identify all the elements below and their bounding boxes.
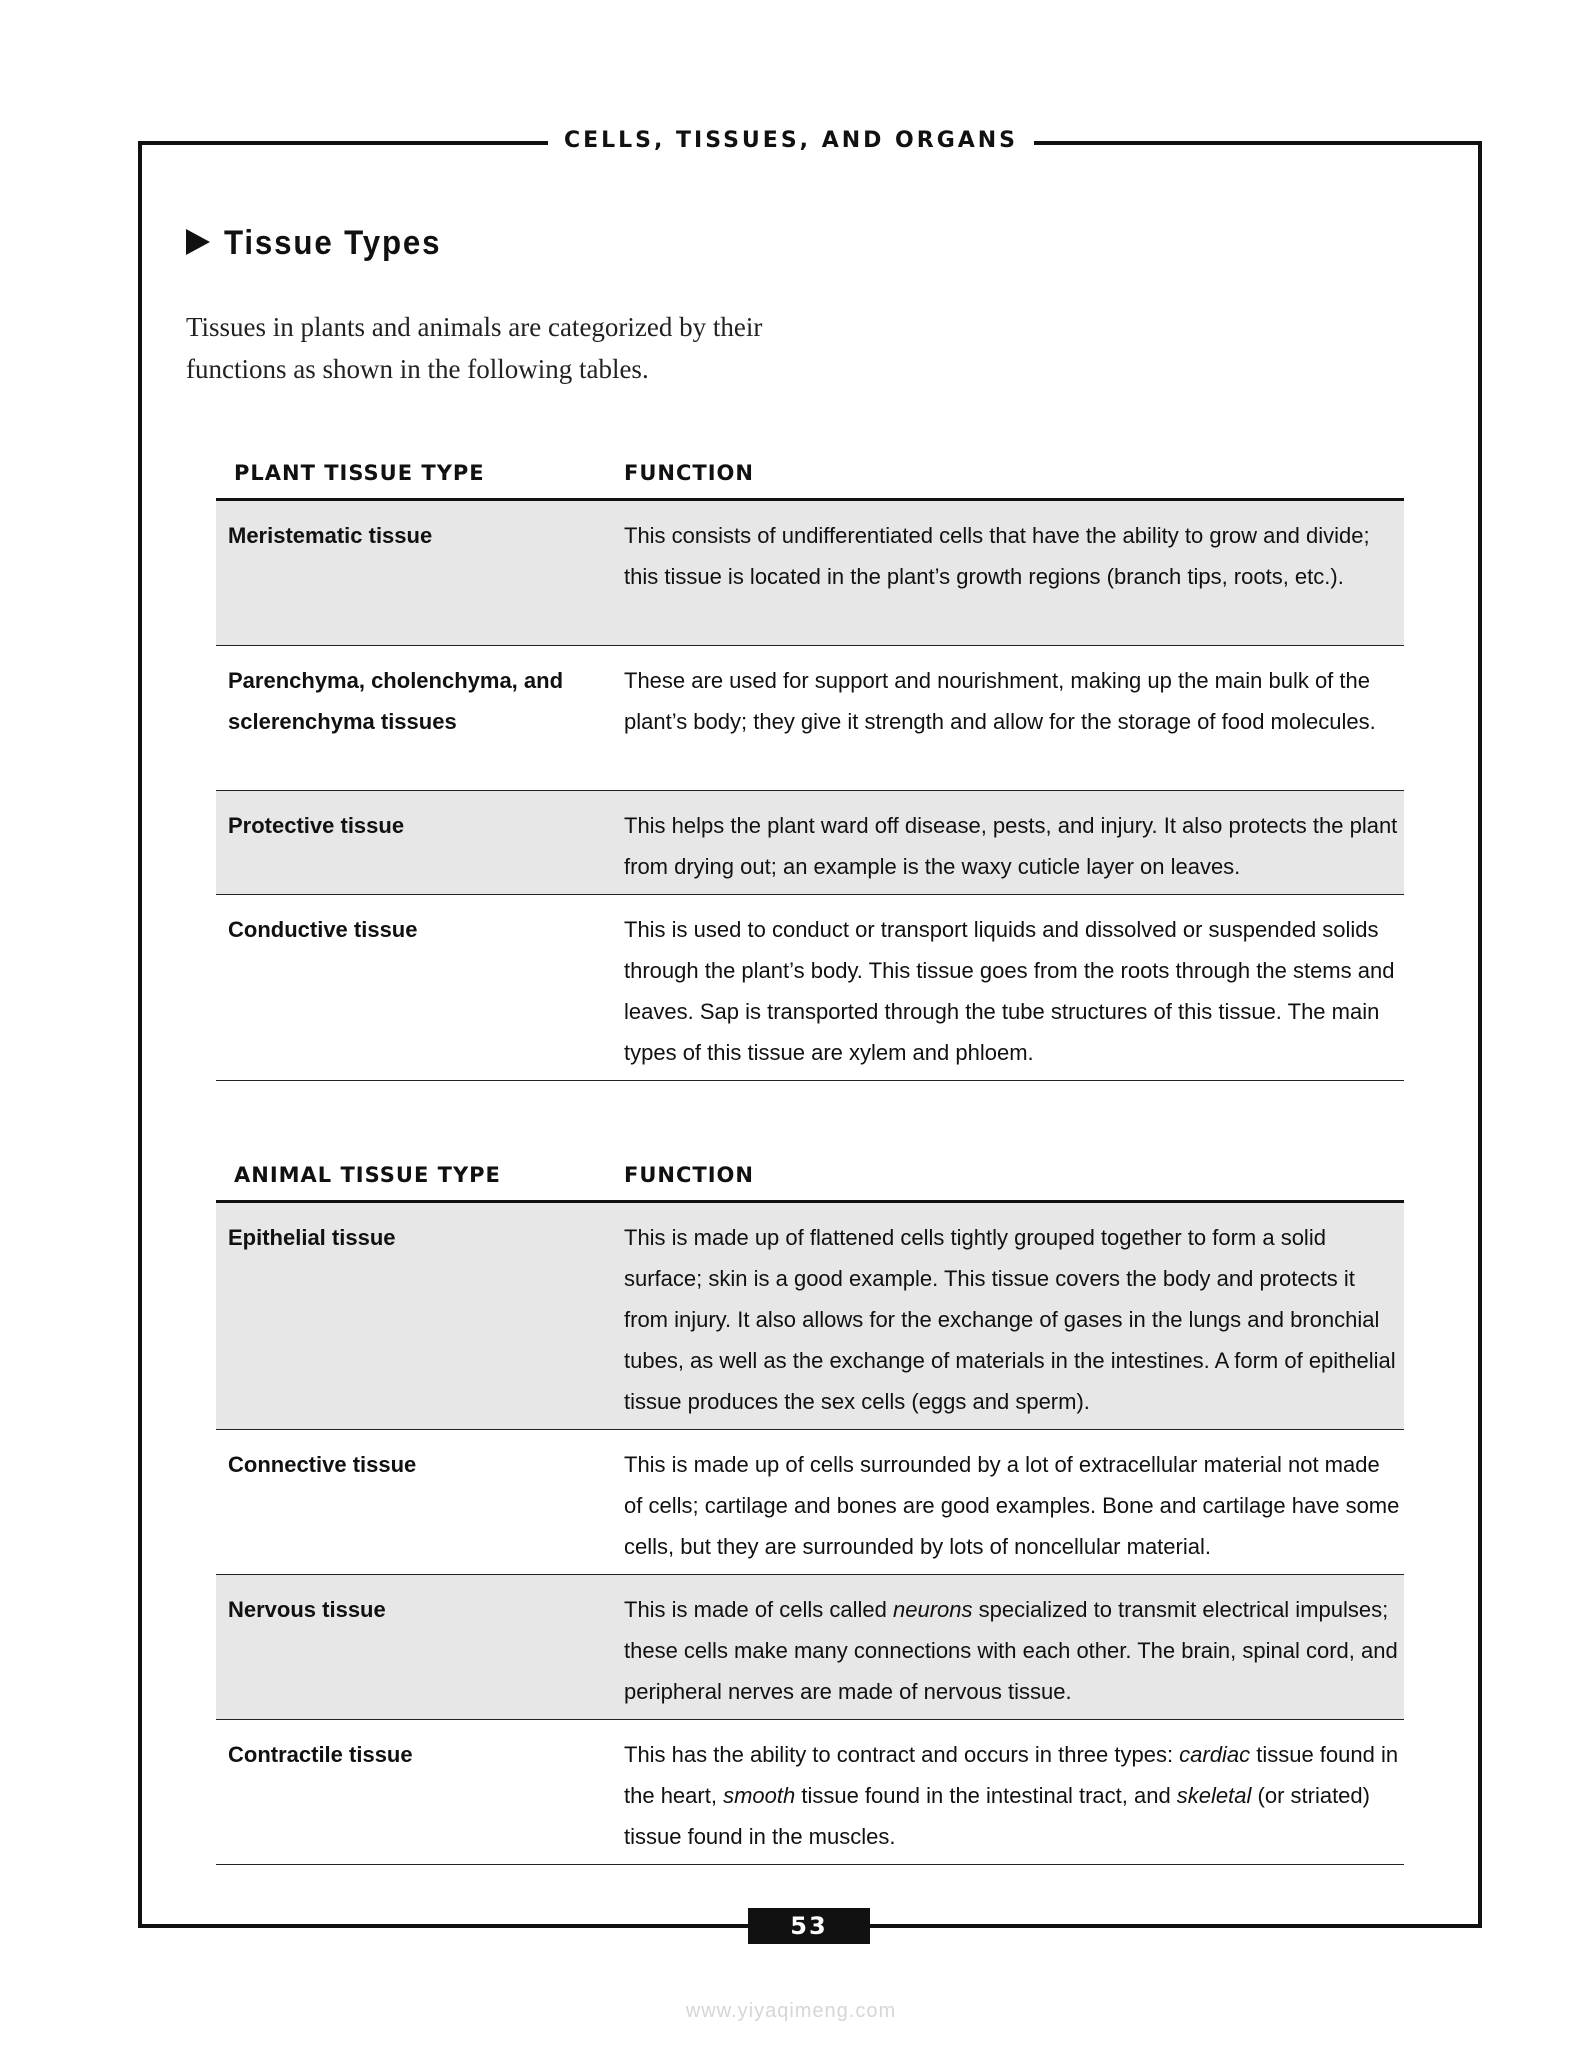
table-row (216, 1203, 1404, 1430)
chapter-title: CELLS, TISSUES, AND ORGANS (548, 128, 1034, 153)
tissue-type: Nervous tissue (228, 1597, 386, 1622)
table-row (216, 501, 1404, 646)
intro-paragraph: Tissues in plants and animals are categorized by their functions as shown in the following tables. (186, 312, 763, 384)
column-header-function: FUNCTION (624, 1163, 754, 1187)
function-emphasis: skeletal (1176, 1783, 1252, 1808)
triangle-right-icon (186, 229, 210, 255)
tissue-function: This is made up of flattened cells tightly grouped together to form a solid surface; skin is a good example. This tissue covers the body and protects it from injury. It also allows for the exchange of gases in the lungs and bronchial tubes, as well as the exchange of materials in the intestines. A form of epithelial tissue produces the sex cells (eggs and sperm). (624, 1225, 1396, 1414)
watermark: www.yiyaqimeng.com (685, 2000, 897, 2022)
tissue-type: Conductive tissue (228, 917, 418, 942)
function-text: This is made of cells called (624, 1597, 893, 1622)
tissue-type: Parenchyma, cholenchyma, and sclerenchyma tissues (228, 668, 564, 734)
tissue-type: Epithelial tissue (228, 1225, 396, 1250)
animal-tissue-table (216, 1150, 1404, 1865)
table-header (216, 1150, 1404, 1203)
tissue-type: Meristematic tissue (228, 523, 433, 548)
function-text: tissue found in the intestinal tract, and (795, 1783, 1177, 1808)
function-emphasis: neurons (893, 1597, 973, 1622)
function-emphasis: smooth (723, 1783, 796, 1808)
table-header (216, 448, 1404, 501)
column-header-type: ANIMAL TISSUE TYPE (234, 1163, 501, 1187)
table-row (216, 1430, 1404, 1575)
section-title: Tissue Types (224, 224, 442, 262)
function-text: specialized to transmit electrical impulses; these cells make many connections with each other. The brain, spinal cord, and peripheral nerves are made of nervous tissue. (624, 1597, 1398, 1704)
page-number: 53 (748, 1908, 870, 1944)
function-text: (or striated) tissue found in the muscles. (624, 1783, 1370, 1849)
section-heading (186, 224, 460, 263)
tissue-function: This helps the plant ward off disease, pests, and injury. It also protects the plant from drying out; an example is the waxy cuticle layer on leaves. (624, 813, 1398, 879)
column-header-function: FUNCTION (624, 461, 754, 485)
function-text: tissue found in the heart, (624, 1742, 1399, 1808)
table-row (216, 791, 1404, 895)
tissue-type: Contractile tissue (228, 1742, 413, 1767)
tissue-function: This is used to conduct or transport liquids and dissolved or suspended solids through the plant’s body. This tissue goes from the roots through the stems and leaves. Sap is transported through the tube structures of this tissue. The main types of this tissue are xylem and phloem. (624, 917, 1395, 1065)
plant-tissue-table (216, 448, 1404, 1081)
tissue-function: This is made up of cells surrounded by a lot of extracellular material not made of cells; cartilage and bones are good examples. Bone and cartilage have some cells, but they are surrounded by lots of noncellular material. (624, 1452, 1400, 1559)
tissue-type: Connective tissue (228, 1452, 417, 1477)
table-row (216, 1720, 1404, 1865)
table-row (216, 646, 1404, 791)
table-row (216, 1575, 1404, 1720)
chapter-header (0, 126, 1582, 156)
column-header-type: PLANT TISSUE TYPE (234, 461, 485, 485)
tissue-type: Protective tissue (228, 813, 405, 838)
tissue-function: This consists of undifferentiated cells that have the ability to grow and divide; this tissue is located in the plant’s growth regions (branch tips, roots, etc.). (624, 523, 1370, 589)
table-row (216, 895, 1404, 1081)
tissue-function (624, 1575, 1404, 1719)
function-text: This has the ability to contract and occurs in three types: (624, 1742, 1180, 1767)
function-emphasis: cardiac (1179, 1742, 1251, 1767)
tissue-function (624, 1720, 1404, 1864)
tissue-function: These are used for support and nourishment, making up the main bulk of the plant’s body; they give it strength and allow for the storage of food molecules. (624, 668, 1376, 734)
